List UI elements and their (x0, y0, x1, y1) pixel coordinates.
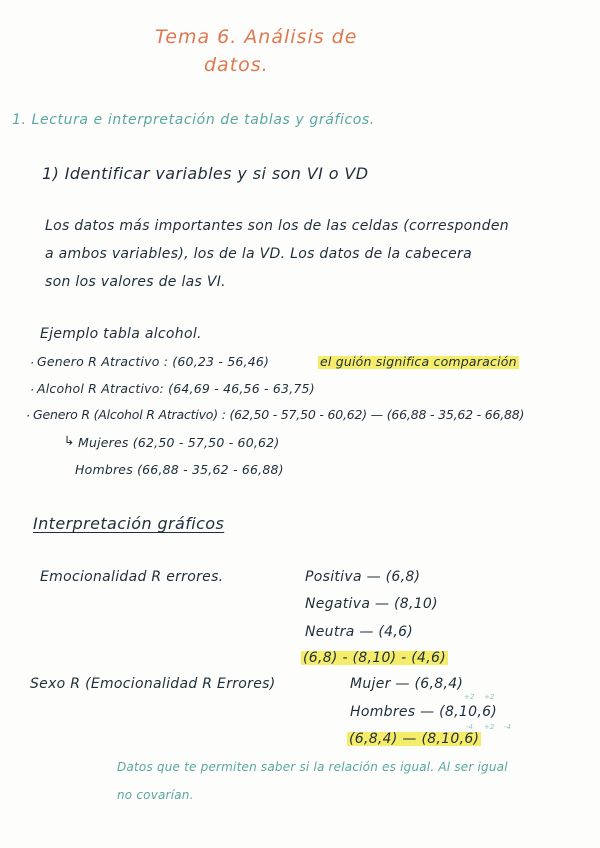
example-heading: Ejemplo tabla alcohol. (40, 326, 202, 342)
negativa-row: Negativa — (8,10) (305, 596, 438, 612)
summary-2: (6,8,4) — (8,10,6) (349, 731, 480, 747)
section-heading: 1. Lectura e interpretación de tablas y gráficos. (12, 112, 375, 128)
example-row-alcohol: Alcohol R Atractivo: (64,69 - 46,56 - 63,75) (37, 381, 315, 396)
example-row-mujeres: Mujeres (62,50 - 57,50 - 60,62) (78, 435, 280, 450)
example-row-genero: Genero R Atractivo : (60,23 - 56,46) (37, 354, 270, 369)
example-row-hombres: Hombres (66,88 - 35,62 - 66,88) (75, 462, 284, 477)
bullet-dot: · (30, 355, 35, 370)
step-heading: 1) Identificar variables y si son VI o VD (42, 164, 369, 183)
mujer-row: Mujer — (6,8,4) (350, 676, 464, 692)
emocionalidad-label: Emocionalidad R errores. (40, 569, 224, 585)
page-title-line2: datos. (204, 54, 269, 76)
paragraph-line-3: son los valores de las VI. (45, 274, 226, 290)
mark-1: +2 (464, 693, 475, 701)
highlighted-note: el guión significa comparación (320, 354, 517, 369)
example-row-genero-alcohol: Genero R (Alcohol R Atractivo) : (62,50 - 57,50 - 60,62) — (66,88 - 35,62 - 66,88) (33, 407, 525, 422)
footnote-line-2: no covarían. (117, 788, 194, 802)
footnote-line-1: Datos que te permiten saber si la relación es igual. Al ser igual (117, 760, 508, 774)
mark-3: -4 (466, 723, 473, 731)
interp-heading: Interpretación gráficos (33, 514, 225, 533)
mark-2: +2 (484, 693, 495, 701)
positiva-row: Positiva — (6,8) (305, 569, 421, 585)
arrow-icon: ↳ (64, 433, 75, 448)
page-title-line1: Tema 6. Análisis de (155, 26, 358, 48)
bullet-dot: · (26, 408, 31, 423)
summary-1: (6,8) - (8,10) - (4,6) (303, 650, 446, 666)
mark-5: -4 (504, 723, 511, 731)
bullet-dot: · (30, 382, 35, 397)
paragraph-line-1: Los datos más importantes son los de las celdas (corresponden (45, 218, 509, 234)
neutra-row: Neutra — (4,6) (305, 624, 414, 640)
sexo-label: Sexo R (Emocionalidad R Errores) (30, 676, 276, 692)
paragraph-line-2: a ambos variables), los de la VD. Los datos de la cabecera (45, 246, 472, 262)
mark-4: +2 (484, 723, 495, 731)
hombres-row: Hombres — (8,10,6) (350, 704, 498, 720)
